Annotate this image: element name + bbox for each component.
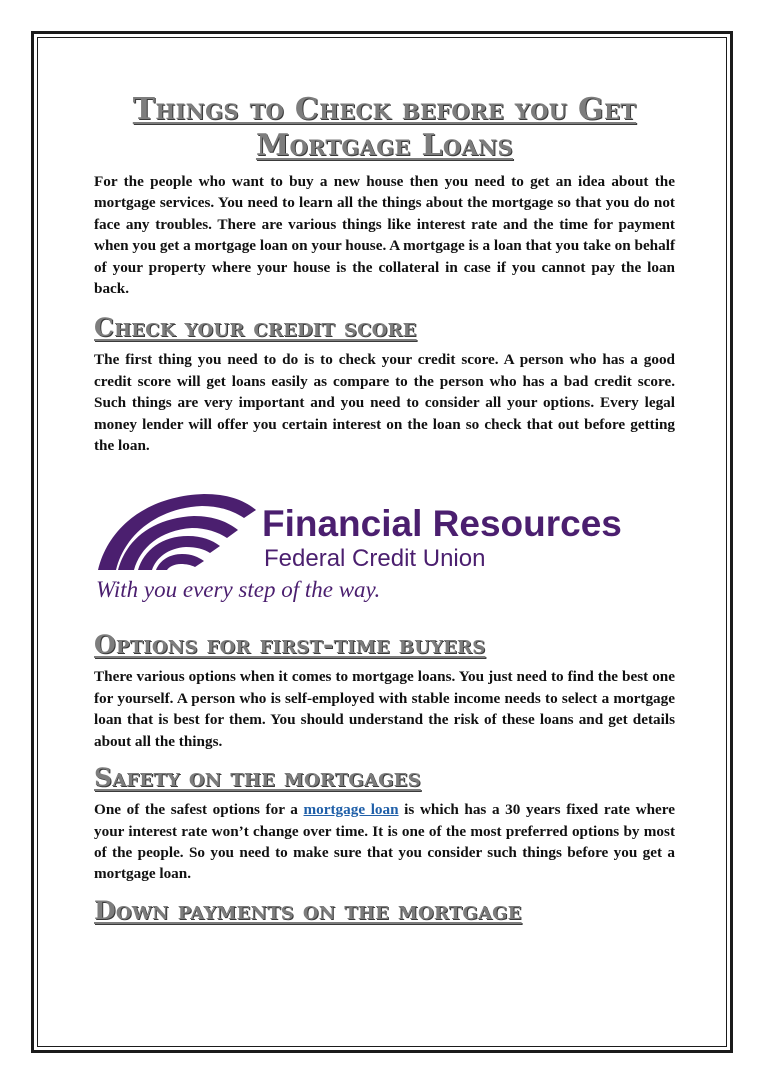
safety-text-before: One of the safest options for a — [94, 801, 304, 819]
document-title: Things to Check before you Get Mortgage Loans — [132, 92, 637, 163]
logo-name: Financial Resources — [262, 503, 622, 544]
section-body-safety — [94, 799, 675, 885]
financial-resources-logo — [94, 488, 624, 608]
logo-subtitle: Federal Credit Union — [264, 545, 486, 572]
logo-tagline: With you every step of the way. — [96, 577, 381, 602]
section-heading-credit-score: Check your credit score — [94, 313, 417, 343]
safety-text-after: is which has a 30 years fixed rate where your interest rate won’t change over time. It is one of the most preferred options by most of the people. So you need to make sure that you consider such things before you get a mortgage loan. — [94, 801, 675, 883]
intro-paragraph: For the people who want to buy a new house then you need to get an idea about the mortgage services. You need to learn all the things about the mortgage so that you do not face any troubles. There are various things like interest rate and the time for payment when you get a mortgage loan on your house. A mortgage is a loan that you take on behalf of your property where your house is the collateral in case if you cannot pay the loan back. — [94, 173, 675, 298]
logo-arches-icon — [98, 494, 256, 570]
mortgage-loan-link[interactable]: mortgage loan — [303, 801, 399, 819]
section-heading-down-payments: Down payments on the mortgage — [94, 895, 522, 925]
section-body-credit-score: The first thing you need to do is to check your credit score. A person who has a good credit score will get loans easily as compare to the person who has a bad credit score. Such things are very important and you need to consider all your options. Every legal money lender will offer you certain interest on the loan so check that out before getting the loan. — [94, 351, 675, 455]
section-heading-first-time-buyers: Options for first-time buyers — [94, 630, 486, 660]
section-body-first-time-buyers: There various options when it comes to mortgage loans. You just need to find the best one for yourself. A person who is self-employed with stable income needs to select a mortgage loan that is best for them. You should understand the risk of these loans and get details about all the things. — [94, 668, 675, 750]
section-heading-safety: Safety on the mortgages — [94, 763, 421, 793]
